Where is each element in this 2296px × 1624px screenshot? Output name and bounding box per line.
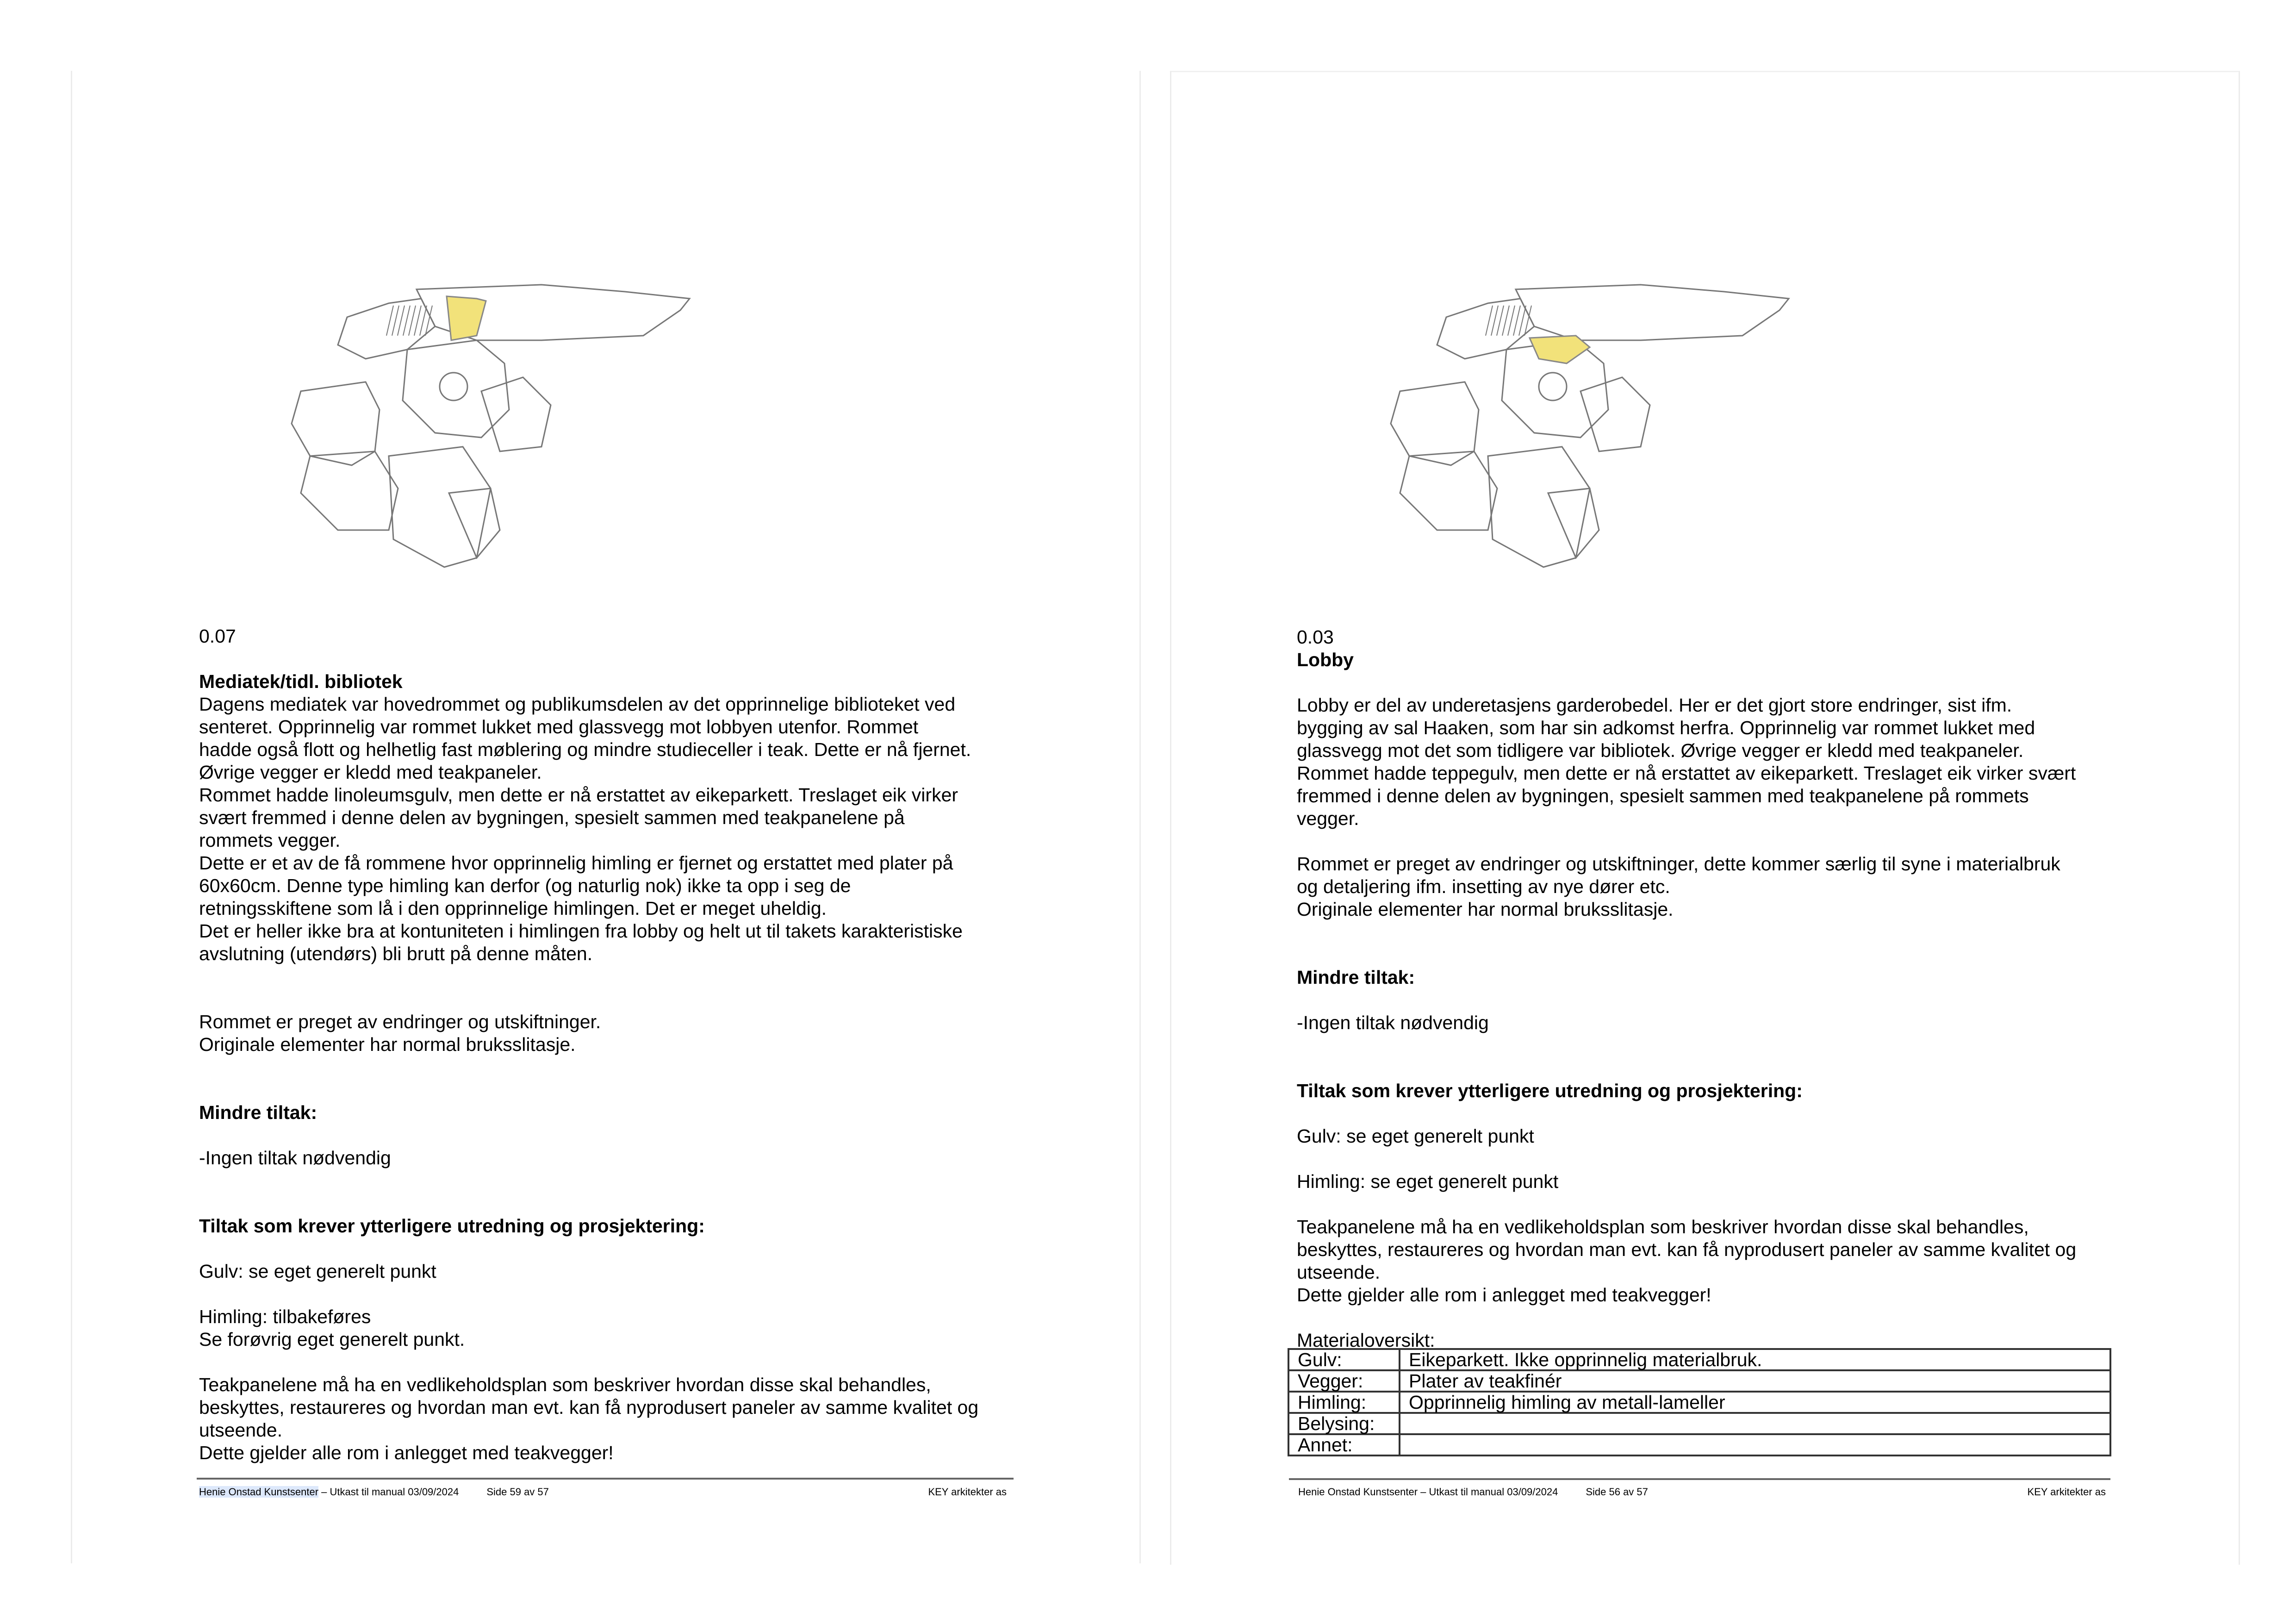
plan-center-core [403, 340, 509, 437]
text-line: Rommet er preget av endringer og utskiftninger. [199, 1011, 601, 1032]
plan-west-hall [1391, 382, 1479, 465]
section-heading: Lobby [1297, 649, 1354, 670]
plan-outer-wing [1516, 285, 1789, 340]
text-line: Rommet er preget av endringer og utskiftninger, dette kommer særlig til syne i materialbruk [1297, 853, 2060, 874]
text-line: beskyttes, restaureres og hvordan man evt. kan få nyprodusert paneler av samme kvalitet og [199, 1397, 979, 1418]
text-line: Dette gjelder alle rom i anlegget med teakvegger! [1297, 1284, 1711, 1305]
text-line: Himling: tilbakeføres [199, 1306, 371, 1327]
plan-south-hall [389, 447, 491, 567]
blank-line [199, 1237, 978, 1260]
plan-stair-line [386, 306, 393, 336]
text-line: -Ingen tiltak nødvendig [1297, 1012, 1489, 1033]
plan-central-column [440, 373, 467, 400]
plan-stair-line [1486, 306, 1493, 336]
text-line: Se forøvrig eget generelt punkt. [199, 1329, 465, 1350]
left-page-body [199, 625, 978, 1464]
footer-org: Henie Onstad Kunstsenter [199, 1486, 319, 1498]
plan-east-room [481, 377, 551, 451]
text-line: Dette gjelder alle rom i anlegget med teakvegger! [199, 1442, 614, 1463]
text-line: senteret. Opprinnelig var rommet lukket med glassvegg mot lobbyen utenfor. Rommet [199, 716, 919, 737]
text-line: og detaljering ifm. insetting av nye dører etc. [1297, 876, 1670, 897]
blank-line [199, 1192, 978, 1215]
blank-line [199, 1351, 978, 1374]
blank-line [1297, 1102, 2076, 1125]
text-line: Det er heller ikke bra at kontuniteten i himlingen fra lobby og helt ut til takets karakteristiske [199, 920, 963, 942]
material-row [1288, 1349, 2110, 1370]
footer-org: Henie Onstad Kunstsenter [1298, 1486, 1418, 1498]
section-heading: Mindre tiltak: [199, 1102, 317, 1123]
blank-line [199, 988, 978, 1011]
text-line: Originale elementer har normal bruksslitasje. [199, 1034, 576, 1055]
text-line: vegger. [1297, 808, 1359, 829]
text-line: Øvrige vegger er kledd med teakpaneler. [199, 762, 542, 783]
material-value: Opprinnelig himling av metall-lameller [1400, 1392, 2110, 1413]
material-value: Eikeparkett. Ikke opprinnelig materialbruk. [1400, 1349, 2110, 1370]
footer-right [1298, 1486, 2106, 1498]
footer-rule-left [197, 1478, 1014, 1480]
text-line: retningsskiftene som lå i den opprinnelige himlingen. Det er meget uheldig. [199, 898, 827, 919]
text-line: 0.07 [199, 625, 236, 647]
text-line: rommets vegger. [199, 830, 341, 851]
text-line: Rommet hadde linoleumsgulv, men dette er nå erstattet av eikeparkett. Treslaget eik virker [199, 784, 958, 806]
plan-stair-line [1502, 306, 1509, 336]
text-line: utseende. [199, 1419, 283, 1441]
text-line: Originale elementer har normal bruksslitasje. [1297, 899, 1674, 920]
text-line: -Ingen tiltak nødvendig [199, 1147, 391, 1168]
plan-west-hall [292, 382, 380, 465]
blank-line [199, 965, 978, 988]
material-row [1288, 1370, 2110, 1392]
material-value [1400, 1413, 2110, 1434]
plan-southeast-room [449, 488, 500, 558]
floor-plan-left [282, 271, 722, 595]
plan-southeast-room [1548, 488, 1599, 558]
footer-draft: – Utkast til manual 03/09/2024 [1418, 1486, 1558, 1498]
text-line: Rommet hadde teppegulv, men dette er nå erstattet av eikeparkett. Treslaget eik virker svært [1297, 762, 2076, 784]
material-row [1288, 1413, 2110, 1434]
text-line: beskyttes, restaureres og hvordan man evt. kan få nyprodusert paneler av samme kvalitet og [1297, 1239, 2077, 1260]
text-line: svært fremmed i denne delen av bygningen, spesielt sammen med teakpanelene på [199, 807, 905, 828]
plan-stair-line [1508, 306, 1515, 336]
plan-stair-line [1491, 306, 1498, 336]
blank-line [1297, 1193, 2076, 1216]
plan-stair-line [403, 306, 410, 336]
blank-line [1297, 830, 2076, 853]
floor-plan-right [1381, 271, 1821, 595]
text-line: utseende. [1297, 1262, 1381, 1283]
text-line: 60x60cm. Denne type himling kan derfor (og naturlig nok) ikke ta opp i seg de [199, 875, 851, 896]
plan-southwest-wing [1400, 451, 1497, 530]
plan-south-hall [1488, 447, 1590, 567]
material-row [1288, 1434, 2110, 1455]
highlighted-room [1530, 336, 1590, 363]
footer-firm: KEY arkitekter as [2027, 1486, 2106, 1498]
material-label: Annet: [1288, 1434, 1400, 1455]
material-overview-table [1288, 1348, 2111, 1456]
plan-stair-line [414, 306, 421, 336]
footer-page-number: Side 56 av 57 [1586, 1486, 1648, 1498]
plan-stair-line [398, 306, 404, 336]
section-heading: Tiltak som krever ytterligere utredning og prosjektering: [1297, 1080, 1803, 1101]
footer-draft: – Utkast til manual 03/09/2024 [318, 1486, 459, 1498]
footer-rule-right [1289, 1478, 2110, 1480]
blank-line [1297, 989, 2076, 1012]
plan-stair-line [1513, 306, 1520, 336]
blank-line [199, 1079, 978, 1101]
highlighted-room [447, 296, 486, 340]
footer-firm: KEY arkitekter as [928, 1486, 1007, 1498]
plan-stair-line [392, 306, 399, 336]
plan-southwest-wing [301, 451, 398, 530]
material-label: Himling: [1288, 1392, 1400, 1413]
section-heading: Tiltak som krever ytterligere utredning og prosjektering: [199, 1215, 705, 1237]
blank-line [199, 648, 978, 670]
text-line: Lobby er del av underetasjens garderobedel. Her er det gjort store endringer, sist ifm. [1297, 694, 2012, 716]
blank-line [1297, 943, 2076, 966]
text-line: avslutning (utendørs) bli brutt på denne måten. [199, 943, 593, 964]
blank-line [1297, 1057, 2076, 1080]
footer-page-number: Side 59 av 57 [486, 1486, 549, 1498]
material-value: Plater av teakfinér [1400, 1370, 2110, 1392]
blank-line [1297, 671, 2076, 694]
text-line: Dagens mediatek var hovedrommet og publikumsdelen av det opprinnelige biblioteket ved [199, 693, 956, 715]
material-label: Belysing: [1288, 1413, 1400, 1434]
material-row [1288, 1392, 2110, 1413]
blank-line [1297, 1148, 2076, 1170]
right-page-body [1297, 626, 2076, 1352]
section-heading: Mediatek/tidl. bibliotek [199, 671, 403, 692]
text-line: Teakpanelene må ha en vedlikeholdsplan som beskriver hvordan disse skal behandles, [1297, 1216, 2029, 1237]
text-line: Gulv: se eget generelt punkt [199, 1261, 436, 1282]
section-heading: Mindre tiltak: [1297, 967, 1415, 988]
material-value [1400, 1434, 2110, 1455]
text-line: Dette er et av de få rommene hvor opprinnelig himling er fjernet og erstattet med plater på [199, 852, 953, 874]
material-label: Vegger: [1288, 1370, 1400, 1392]
blank-line [199, 1283, 978, 1305]
plan-central-column [1539, 373, 1567, 400]
text-line: glassvegg mot det som tidligere var bibliotek. Øvrige vegger er kledd med teakpaneler. [1297, 740, 2024, 761]
text-line: 0.03 [1297, 626, 1334, 648]
footer-left [199, 1486, 1007, 1498]
blank-line [199, 1169, 978, 1192]
text-line: bygging av sal Haaken, som har sin adkomst herfra. Opprinnelig var rommet lukket med [1297, 717, 2035, 738]
text-line: Materialoversikt: [1297, 1330, 1435, 1351]
blank-line [199, 1056, 978, 1079]
text-line: fremmed i denne delen av bygningen, spesielt sammen med teakpanelene på rommets [1297, 785, 2029, 806]
blank-line [1297, 1034, 2076, 1057]
text-line: Himling: se eget generelt punkt [1297, 1171, 1559, 1192]
plan-stair-line [409, 306, 416, 336]
blank-line [199, 1124, 978, 1147]
blank-line [1297, 1306, 2076, 1329]
text-line: Gulv: se eget generelt punkt [1297, 1125, 1534, 1147]
plan-stair-line [420, 306, 427, 336]
blank-line [1297, 921, 2076, 943]
plan-stair-line [1497, 306, 1504, 336]
plan-stair-line [1519, 306, 1526, 336]
material-label: Gulv: [1288, 1349, 1400, 1370]
plan-east-room [1580, 377, 1650, 451]
text-line: Teakpanelene må ha en vedlikeholdsplan som beskriver hvordan disse skal behandles, [199, 1374, 931, 1395]
text-line: hadde også flott og helhetlig fast møblering og mindre studieceller i teak. Dette er nå fjernet. [199, 739, 971, 760]
